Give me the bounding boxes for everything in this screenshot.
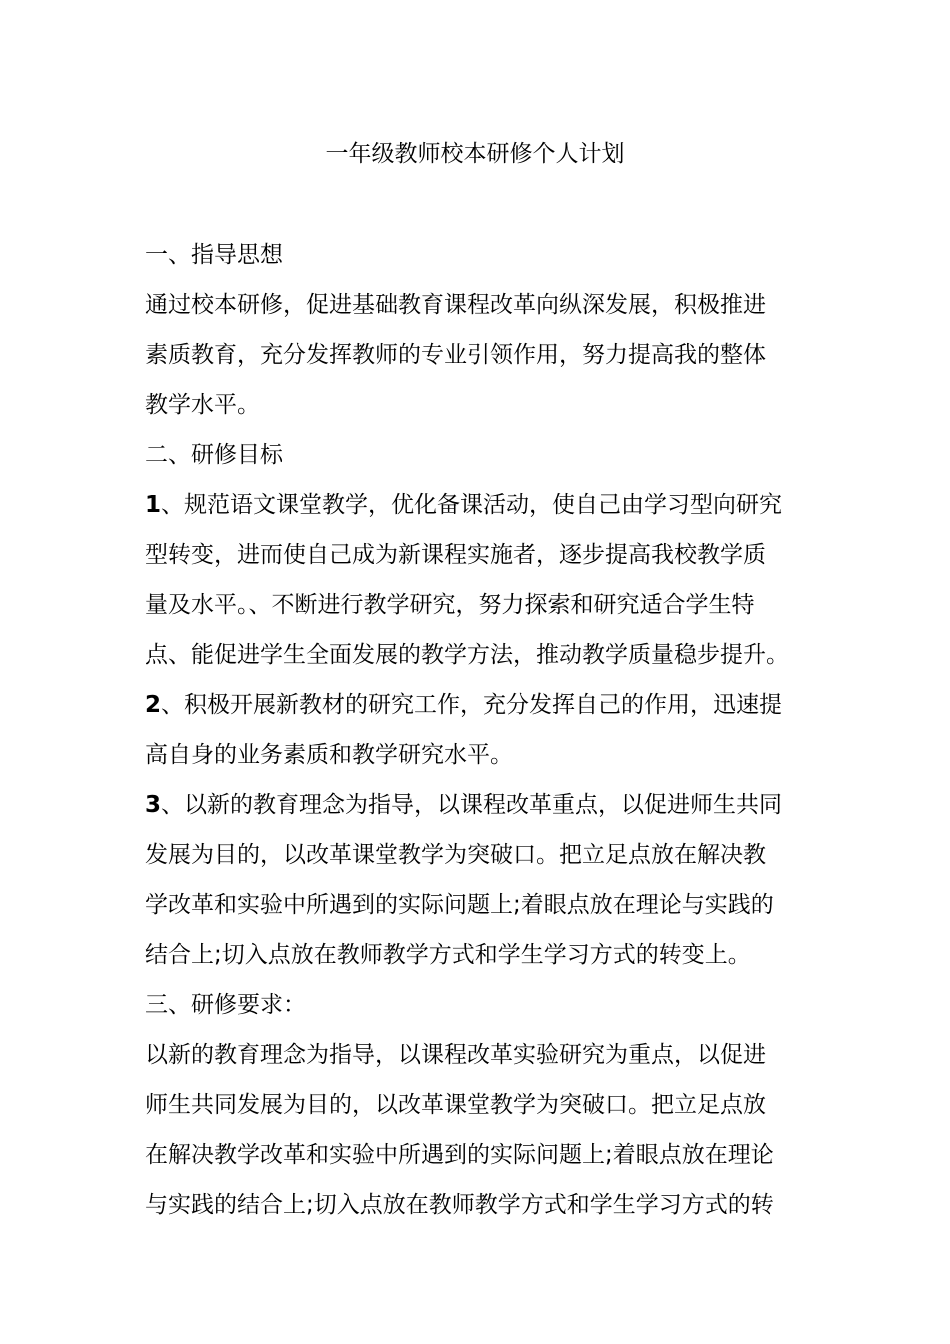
paragraph-line: 通过校本研修，促进基础教育课程改革向纵深发展，积极推进 [145, 292, 766, 318]
goal-item-2 [145, 680, 810, 730]
paragraph-line: 发展为目的，以改革课堂教学为突破口。把立足点放在解决教 [145, 842, 766, 868]
paragraph-line: 点、能促进学生全面发展的教学方法，推动教学质量稳步提升。 [145, 642, 789, 668]
goal-item-number: 2 [145, 692, 162, 718]
paragraph-line: 教学水平。 [145, 392, 260, 418]
goal-item-3 [145, 780, 810, 830]
paragraph-line: 学改革和实验中所遇到的实际问题上;着眼点放在理论与实践的 [145, 892, 774, 918]
goal-item-text: 、以新的教育理念为指导，以课程改革重点，以促进师生共同 [161, 792, 783, 818]
paragraph-line: 师生共同发展为目的，以改革课堂教学为突破口。把立足点放 [145, 1092, 766, 1118]
document-title: 一年级教师校本研修个人计划 [325, 141, 625, 167]
paragraph-line: 素质教育，充分发挥教师的专业引领作用，努力提高我的整体 [145, 342, 766, 368]
section-heading-guiding-thought: 一、指导思想 [145, 242, 283, 268]
goal-item-number: 1 [145, 492, 162, 518]
goal-item-text: 、规范语文课堂教学，优化备课活动，使自己由学习型向研究 [161, 492, 783, 518]
paragraph-line: 结合上;切入点放在教师教学方式和学生学习方式的转变上。 [145, 942, 751, 968]
section-heading-requirements: 三、研修要求： [145, 992, 306, 1018]
paragraph-line: 高自身的业务素质和教学研究水平。 [145, 742, 513, 768]
paragraph-line: 型转变，进而使自己成为新课程实施者，逐步提高我校教学质 [145, 542, 766, 568]
document-body [145, 230, 810, 1230]
goal-item-number: 3 [145, 792, 162, 818]
goal-item-1 [145, 480, 810, 530]
goal-item-text: 、积极开展新教材的研究工作，充分发挥自己的作用，迅速提 [161, 692, 783, 718]
paragraph-line: 量及水平。、不断进行教学研究，努力探索和研究适合学生特 [145, 592, 755, 618]
paragraph-line: 以新的教育理念为指导，以课程改革实验研究为重点，以促进 [145, 1042, 766, 1068]
paragraph-line: 与实践的结合上;切入点放在教师教学方式和学生学习方式的转 [145, 1192, 774, 1218]
section-heading-goals: 二、研修目标 [145, 442, 283, 468]
paragraph-line: 在解决教学改革和实验中所遇到的实际问题上;着眼点放在理论 [145, 1142, 774, 1168]
